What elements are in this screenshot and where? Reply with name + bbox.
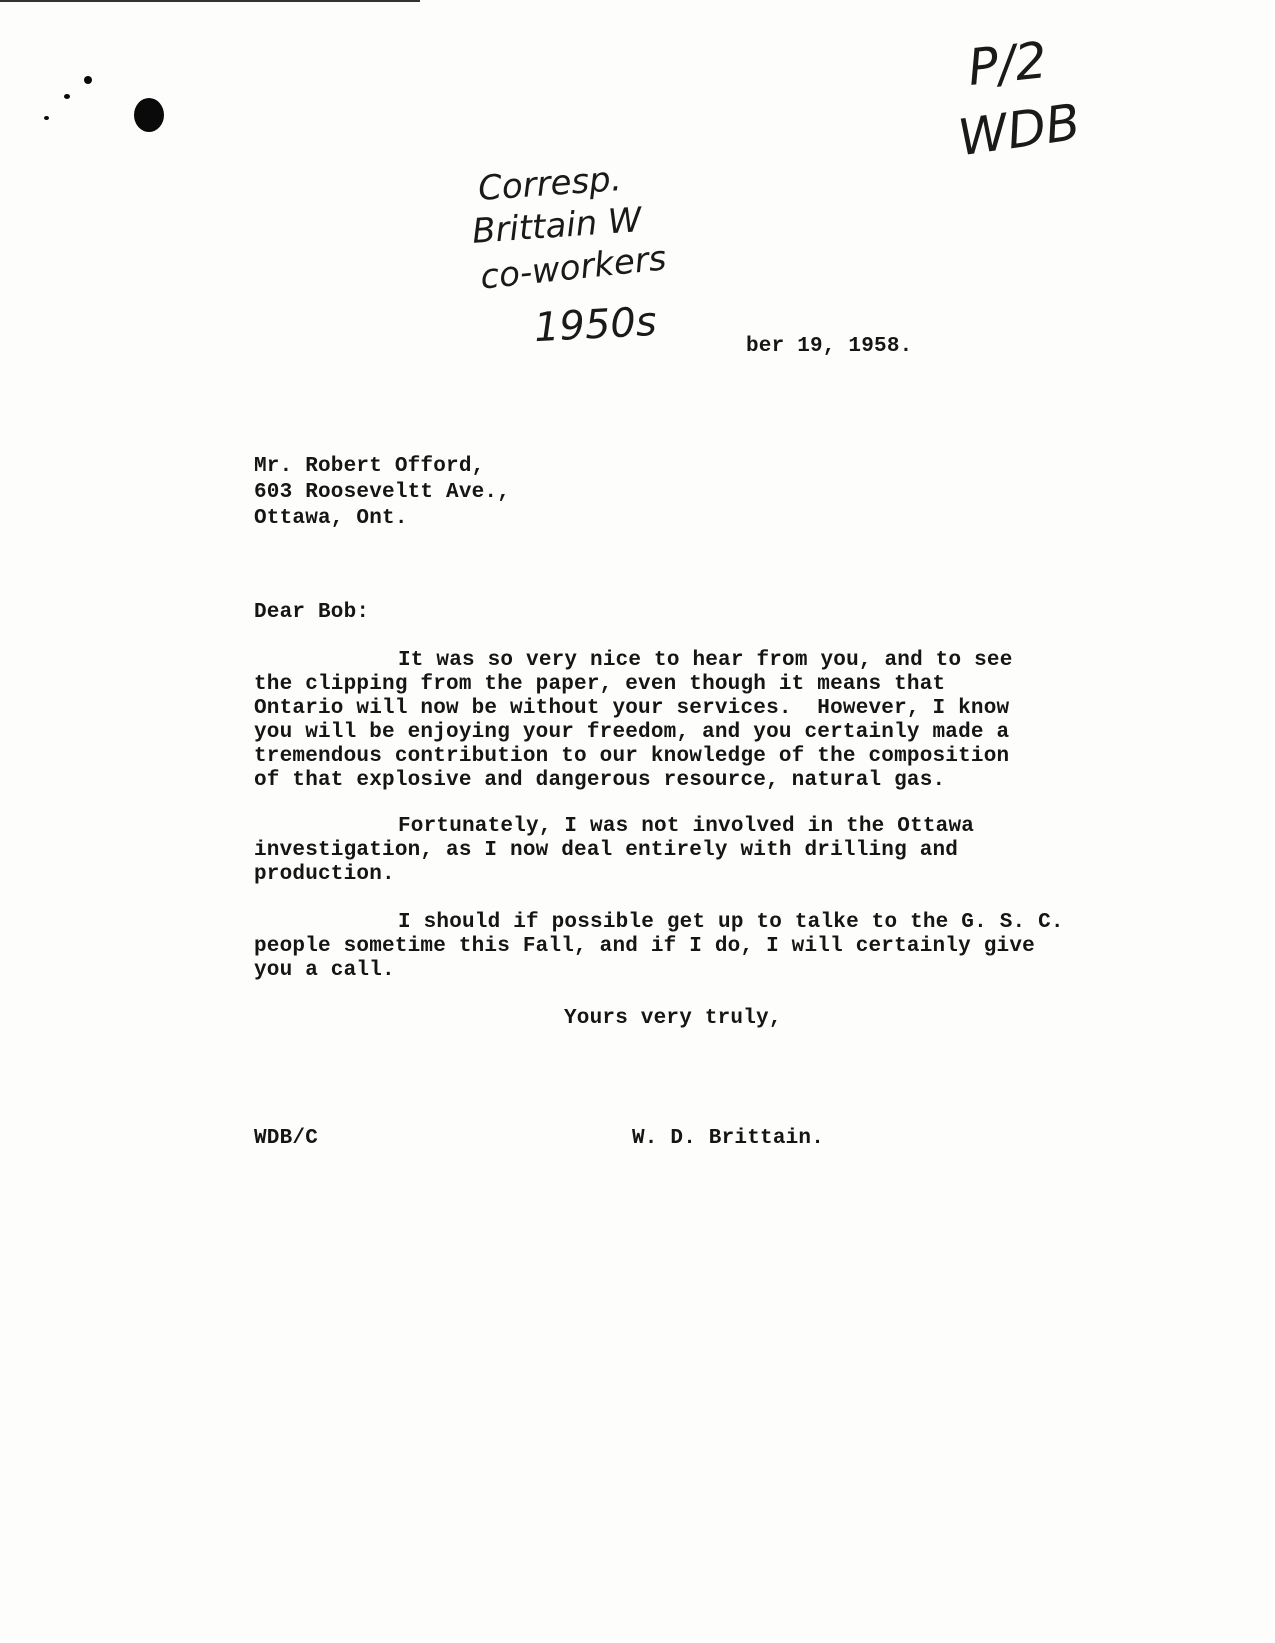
recipient-street: 603 Rooseveltt Ave., bbox=[254, 481, 511, 504]
recipient-city: Ottawa, Ont. bbox=[254, 507, 408, 530]
signature-name: W. D. Brittain. bbox=[632, 1127, 825, 1150]
body-line: of that explosive and dangerous resource, natural gas. bbox=[254, 769, 946, 792]
reference-initials: WDB/C bbox=[254, 1127, 319, 1150]
body-line: the clipping from the paper, even though it means that bbox=[254, 673, 946, 696]
handwritten-note-line: Brittain W bbox=[470, 200, 643, 252]
handwritten-note-line: co-workers bbox=[478, 238, 669, 298]
body-line: production. bbox=[254, 863, 395, 886]
body-line: It was so very nice to hear from you, and to see bbox=[398, 649, 1013, 672]
body-line: I should if possible get up to talke to the G. S. C. bbox=[398, 911, 1064, 934]
body-line: you a call. bbox=[254, 959, 395, 982]
ink-blot bbox=[134, 98, 164, 132]
recipient-name: Mr. Robert Offord, bbox=[254, 455, 485, 478]
ink-speck bbox=[64, 94, 70, 99]
body-line: people sometime this Fall, and if I do, I will certainly give bbox=[254, 935, 1035, 958]
complimentary-close: Yours very truly, bbox=[564, 1007, 782, 1030]
body-line: Ontario will now be without your services. However, I know bbox=[254, 697, 1010, 720]
body-line: you will be enjoying your freedom, and you certainly made a bbox=[254, 721, 1010, 744]
letter-date: ber 19, 1958. bbox=[746, 335, 913, 358]
body-line: Fortunately, I was not involved in the Ottawa bbox=[398, 815, 975, 838]
salutation: Dear Bob: bbox=[254, 601, 370, 624]
handwritten-initials: WDB bbox=[954, 92, 1084, 168]
body-line: investigation, as I now deal entirely with drilling and bbox=[254, 839, 959, 862]
handwritten-note-line: Corresp. bbox=[476, 159, 623, 209]
handwritten-note-line: 1950s bbox=[532, 298, 658, 352]
ink-speck bbox=[44, 116, 49, 120]
body-line: tremendous contribution to our knowledge of the composition bbox=[254, 745, 1010, 768]
handwritten-page-mark: P/2 bbox=[965, 31, 1050, 97]
ink-speck bbox=[84, 76, 92, 84]
top-edge-rule bbox=[0, 0, 420, 2]
